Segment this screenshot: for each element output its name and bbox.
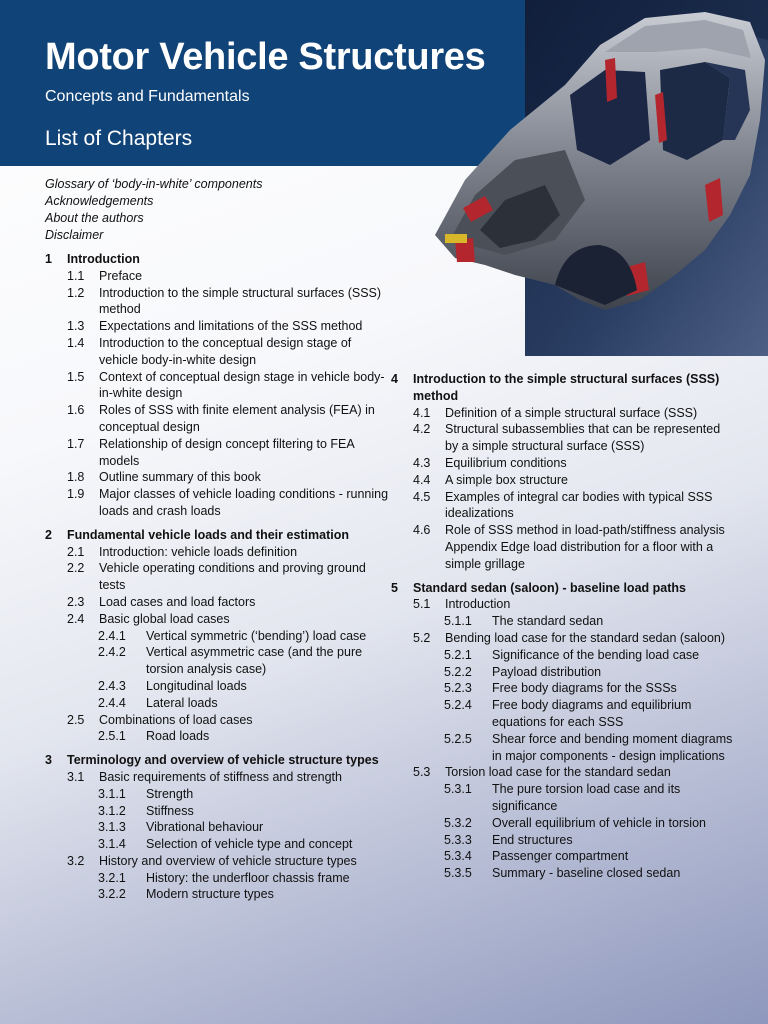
- subsection-number: 5.1.1: [444, 614, 472, 629]
- section-title: Basic requirements of stiffness and strength: [99, 769, 342, 784]
- front-matter-item: Disclaimer: [45, 228, 104, 242]
- subsection-item: [45, 695, 390, 712]
- subsection-title: Vertical asymmetric case (and the pure torsion analysis case): [146, 645, 363, 677]
- front-matter-item: Glossary of ‘body-in-white’ components: [45, 177, 263, 191]
- subsection-item: [391, 832, 736, 849]
- subsection-item: [45, 836, 390, 853]
- subsection-item: [391, 647, 736, 664]
- section-title: Expectations and limitations of the SSS method: [99, 319, 363, 334]
- section-title: Introduction: vehicle loads definition: [99, 544, 298, 559]
- chapter-heading: [45, 527, 390, 544]
- section-number: 1.8: [67, 470, 85, 485]
- subsection-number: 2.5.1: [98, 729, 126, 744]
- subsection-number: 5.2.1: [444, 647, 472, 662]
- subsection-title: The standard sedan: [492, 614, 604, 629]
- section-number: 4.6: [413, 523, 431, 538]
- subsection-title: Passenger compartment: [492, 849, 629, 864]
- section-title: Context of conceptual design stage in vehicle body-in-white design: [99, 369, 385, 401]
- subsection-item: [391, 848, 736, 865]
- section-title: Combinations of load cases: [99, 712, 253, 727]
- section-title: Appendix Edge load distribution for a floor with a simple grillage: [445, 539, 714, 571]
- subsection-item: [45, 803, 390, 820]
- subsection-number: 5.2.5: [444, 731, 472, 746]
- section-title: Roles of SSS with finite element analysis (FEA) in conceptual design: [99, 403, 375, 434]
- section-title: Introduction to the simple structural surfaces (SSS) method: [99, 285, 382, 317]
- front-matter-list: [45, 176, 262, 244]
- subsection-title: Overall equilibrium of vehicle in torsion: [492, 815, 706, 830]
- subsection-item: [391, 680, 736, 697]
- chapter-heading: [391, 371, 736, 405]
- subsection-item: [45, 819, 390, 836]
- section-title: Major classes of vehicle loading conditions - running loads and crash loads: [99, 487, 389, 518]
- subsection-item: [391, 731, 736, 765]
- subsection-number: 5.2.4: [444, 698, 472, 713]
- subsection-item: [391, 697, 736, 731]
- section-number: 1.5: [67, 369, 85, 384]
- section-title: Role of SSS method in load-path/stiffness analysis: [445, 523, 725, 538]
- chapter-title: Introduction: [67, 252, 140, 266]
- subsection-item: [45, 728, 390, 745]
- section-number: 1.2: [67, 285, 85, 300]
- subsection-item: [45, 678, 390, 695]
- section-item: [45, 335, 390, 369]
- section-item: [391, 522, 736, 539]
- subsection-title: Strength: [146, 786, 194, 801]
- section-item: [391, 764, 736, 781]
- chapter-number: 3: [45, 753, 52, 768]
- section-item: [45, 369, 390, 403]
- section-item: [45, 544, 390, 561]
- subsection-title: Shear force and bending moment diagrams in major components - design implications: [492, 731, 733, 763]
- section-item: [391, 630, 736, 647]
- section-item: [391, 472, 736, 489]
- chapter-number: 2: [45, 527, 52, 542]
- subsection-number: 5.2.3: [444, 681, 472, 696]
- subsection-number: 3.1.1: [98, 786, 126, 801]
- section-item: [45, 769, 390, 786]
- subsection-item: [45, 644, 390, 678]
- chapter-number: 1: [45, 252, 52, 266]
- subsection-number: 2.4.1: [98, 628, 126, 643]
- section-number: 4.3: [413, 455, 431, 470]
- subsection-number: 2.4.3: [98, 678, 126, 693]
- section-title: Outline summary of this book: [99, 470, 261, 485]
- section-number: [413, 539, 445, 573]
- book-subtitle: Concepts and Fundamentals: [45, 88, 250, 105]
- section-title: Structural subassemblies that can be represented by a simple structural surface (SSS): [445, 422, 721, 454]
- chapter-title: Terminology and overview of vehicle structure types: [67, 753, 379, 768]
- car-body-in-white-image: [405, 0, 768, 356]
- section-item: [45, 402, 390, 436]
- subsection-item: [45, 870, 390, 887]
- section-item: [45, 285, 390, 319]
- section-number: 5.3: [413, 765, 431, 780]
- section-title: A simple box structure: [445, 472, 568, 487]
- front-matter-item: Acknowledgements: [45, 194, 154, 208]
- subsection-item: [45, 786, 390, 803]
- section-item: [45, 268, 390, 285]
- chapter-list-column-2: [391, 371, 736, 882]
- front-matter-item: About the authors: [45, 211, 144, 225]
- subsection-number: 3.1.4: [98, 837, 126, 852]
- section-title: Basic global load cases: [99, 611, 230, 626]
- subsection-title: Vertical symmetric (‘bending’) load case: [146, 628, 367, 643]
- subsection-title: Stiffness: [146, 803, 194, 818]
- section-number: 4.4: [413, 472, 431, 487]
- subsection-title: Payload distribution: [492, 664, 602, 679]
- subsection-title: End structures: [492, 832, 573, 847]
- section-title: Examples of integral car bodies with typical SSS idealizations: [445, 489, 713, 521]
- subsection-item: [45, 886, 390, 903]
- subsection-title: Vibrational behaviour: [146, 820, 264, 835]
- subsection-item: [391, 815, 736, 832]
- subsection-title: Modern structure types: [146, 887, 274, 902]
- subsection-number: 2.4.4: [98, 695, 126, 710]
- section-number: 5.2: [413, 630, 431, 645]
- subsection-title: Summary - baseline closed sedan: [492, 866, 681, 881]
- section-title: Introduction: [445, 597, 511, 612]
- subsection-title: Free body diagrams for the SSSs: [492, 681, 677, 696]
- chapter-title: Standard sedan (saloon) - baseline load paths: [413, 580, 686, 595]
- section-number: 1.3: [67, 319, 85, 334]
- section-number: 4.5: [413, 489, 431, 504]
- subsection-title: Road loads: [146, 729, 210, 744]
- section-item: [391, 539, 736, 573]
- section-number: 1.9: [67, 487, 85, 502]
- section-item: [391, 455, 736, 472]
- subsection-title: History: the underfloor chassis frame: [146, 870, 350, 885]
- section-item: [45, 318, 390, 335]
- section-title: History and overview of vehicle structure types: [99, 853, 357, 868]
- chapter-number: 4: [391, 372, 398, 386]
- section-item: [45, 469, 390, 486]
- subsection-number: 3.2.1: [98, 870, 126, 885]
- section-title: Vehicle operating conditions and proving ground tests: [99, 561, 366, 593]
- subsection-item: [45, 628, 390, 645]
- section-title: Load cases and load factors: [99, 594, 256, 609]
- book-title: Motor Vehicle Structures: [45, 36, 486, 78]
- section-item: [391, 489, 736, 523]
- chapter-list-column-1: [45, 251, 390, 903]
- subsection-title: Lateral loads: [146, 695, 218, 710]
- subsection-number: 5.3.1: [444, 782, 472, 797]
- chapter-title: Introduction to the simple structural surfaces (SSS) method: [413, 372, 720, 403]
- section-number: 5.1: [413, 597, 431, 612]
- section-number: 3.1: [67, 769, 85, 784]
- section-title: Relationship of design concept filtering to FEA models: [99, 436, 355, 468]
- section-number: 1.6: [67, 403, 85, 418]
- section-item: [391, 596, 736, 613]
- subsection-title: Significance of the bending load case: [492, 647, 700, 662]
- subsection-number: 5.2.2: [444, 664, 472, 679]
- subsection-number: 3.1.3: [98, 820, 126, 835]
- subsection-number: 5.3.2: [444, 815, 472, 830]
- subsection-title: Selection of vehicle type and concept: [146, 837, 353, 852]
- section-title: Torsion load case for the standard sedan: [445, 765, 671, 780]
- chapter-number: 5: [391, 580, 398, 595]
- subsection-title: Free body diagrams and equilibrium equations for each SSS: [492, 698, 692, 729]
- section-number: 1.4: [67, 335, 85, 350]
- section-item: [45, 436, 390, 470]
- section-number: 2.4: [67, 611, 85, 626]
- section-number: 4.1: [413, 405, 431, 420]
- list-heading: List of Chapters: [45, 127, 193, 150]
- section-number: 2.2: [67, 561, 85, 576]
- subsection-title: Longitudinal loads: [146, 678, 247, 693]
- subsection-item: [391, 613, 736, 630]
- subsection-number: 2.4.2: [98, 645, 126, 660]
- section-number: 1.1: [67, 268, 85, 283]
- section-title: Equilibrium conditions: [445, 455, 567, 470]
- section-number: 1.7: [67, 436, 85, 451]
- section-title: Definition of a simple structural surface (SSS): [445, 405, 698, 420]
- chapter-heading: [45, 251, 390, 268]
- subsection-number: 3.2.2: [98, 887, 126, 902]
- subsection-number: 5.3.4: [444, 849, 472, 864]
- section-item: [45, 611, 390, 628]
- section-title: Bending load case for the standard sedan (saloon): [445, 630, 726, 645]
- chapter-heading: [45, 752, 390, 769]
- chapter-title: Fundamental vehicle loads and their estimation: [67, 527, 350, 542]
- section-item: [45, 486, 390, 520]
- subsection-number: 5.3.3: [444, 832, 472, 847]
- subsection-item: [391, 781, 736, 815]
- section-number: 2.5: [67, 712, 85, 727]
- section-item: [391, 421, 736, 455]
- section-item: [45, 594, 390, 611]
- section-title: Introduction to the conceptual design stage of vehicle body-in-white design: [99, 335, 352, 367]
- subsection-title: The pure torsion load case and its significance: [492, 782, 681, 813]
- subsection-item: [391, 865, 736, 882]
- section-number: 2.1: [67, 544, 85, 559]
- section-item: [45, 560, 390, 594]
- section-title: Preface: [99, 268, 143, 283]
- section-number: 4.2: [413, 422, 431, 437]
- section-item: [391, 405, 736, 422]
- subsection-item: [391, 664, 736, 681]
- section-item: [45, 712, 390, 729]
- section-number: 3.2: [67, 853, 85, 868]
- chapter-heading: [391, 580, 736, 597]
- section-item: [45, 853, 390, 870]
- section-number: 2.3: [67, 594, 85, 609]
- subsection-number: 3.1.2: [98, 803, 126, 818]
- subsection-number: 5.3.5: [444, 866, 472, 881]
